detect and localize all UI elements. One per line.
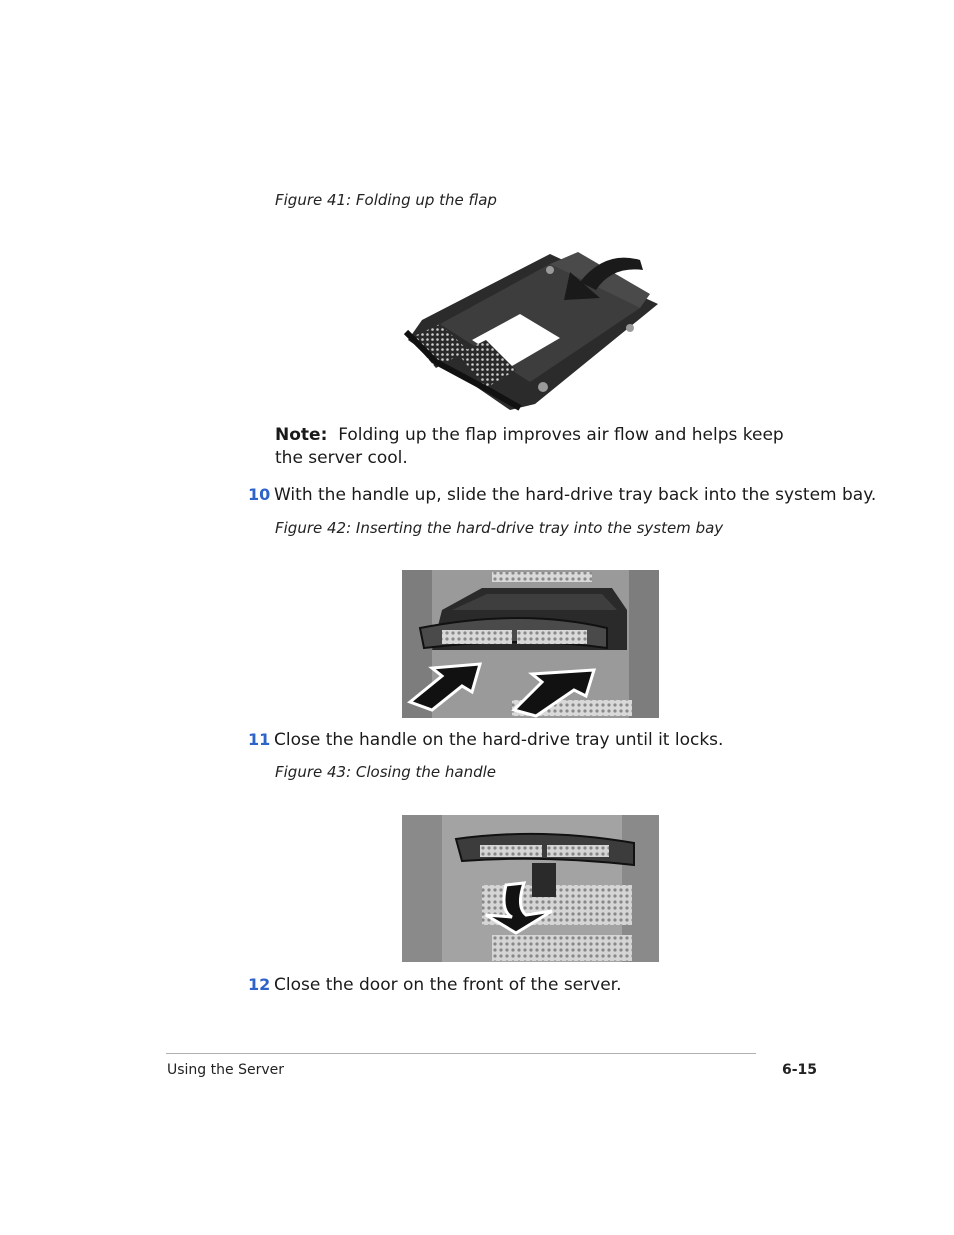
step-number: 12 [248,975,271,994]
step-number: 11 [248,730,271,749]
figure-43-close-handle-illustration [402,815,659,962]
footer-section-title: Using the Server [167,1062,284,1078]
footer-page-number: 6-15 [782,1062,818,1078]
note-paragraph [275,424,815,470]
figure-42-insert-tray-illustration [402,570,659,718]
step-10 [248,483,877,507]
step-12 [248,973,828,997]
step-11 [248,728,828,752]
figure-41-caption: Figure 41: Folding up the flap [275,191,497,209]
figure-42-caption: Figure 42: Inserting the hard-drive tray into the system bay [275,519,724,537]
step-text: With the handle up, slide the hard-drive tray back into the system bay. [274,485,877,505]
note-label: Note: [275,425,328,445]
figure-43-caption: Figure 43: Closing the handle [275,763,497,781]
note-text: Folding up the flap improves air flow and helps keep the server cool. [275,425,784,468]
figure-41-tray-flap-illustration [400,242,662,414]
step-text: Close the door on the front of the server. [274,975,622,995]
step-text: Close the handle on the hard-drive tray until it locks. [274,730,724,750]
footer-rule [166,1053,756,1054]
step-number: 10 [248,485,271,504]
